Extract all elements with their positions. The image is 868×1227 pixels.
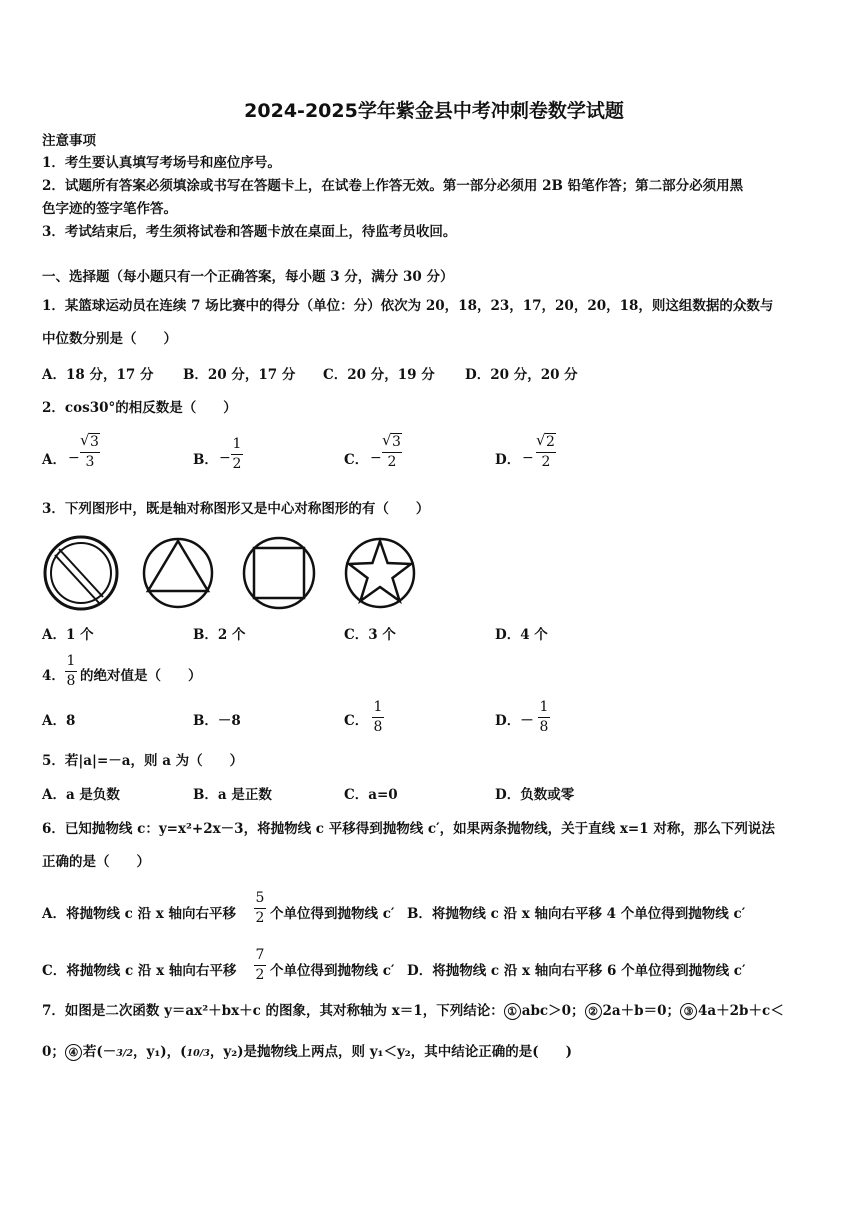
- denominator: 8: [373, 719, 383, 735]
- circle-with-slash-figure: [45, 537, 117, 609]
- q4-stem-fraction: [65, 653, 77, 690]
- radicand: 3: [90, 434, 99, 450]
- q7-statement-1: abc＞0；: [521, 1003, 585, 1019]
- denominator: 8: [66, 673, 76, 689]
- denominator: 2: [387, 454, 397, 470]
- notice-item: 3．考试结束后，考生须将试卷和答题卡放在桌面上，待监考员收回。: [42, 224, 457, 240]
- numerator: 1: [232, 436, 242, 452]
- circled-number-1: ①: [504, 1003, 521, 1020]
- radicand: 2: [546, 434, 555, 450]
- question-5-stem: 5．若|a|=－a，则 a 为（ ）: [42, 753, 244, 769]
- question-7-line1: [42, 1002, 784, 1020]
- q2-option-c-label: C．: [344, 452, 369, 468]
- q5-option-d: D．负数或零: [495, 787, 575, 803]
- q2-option-a-label: A．: [42, 452, 66, 468]
- q2-option-d-label: D．: [495, 452, 521, 468]
- triangle-in-circle-figure: [144, 539, 212, 607]
- q5-option-a: A．a 是负数: [42, 787, 120, 803]
- q2-option-b-fraction: [231, 436, 243, 473]
- question-6-line1: 6．已知抛物线 c：y=x²+2x－3，将抛物线 c 平移得到抛物线 c′，如果两条抛物线，关于直线 x=1 对称，那么下列说法: [42, 821, 775, 837]
- question-6-line2: 正确的是（ ）: [42, 854, 150, 870]
- minus-sign: −: [522, 450, 534, 466]
- denominator: 2: [255, 967, 265, 983]
- question-1-line2: 中位数分别是（ ）: [42, 331, 177, 347]
- q1-option-a: A．18 分，17 分: [42, 367, 154, 383]
- q6-option-a-fraction: [254, 890, 266, 927]
- q6-option-c-fraction: [254, 947, 266, 984]
- q6-option-a-prefix: A．将抛物线 c 沿 x 轴向右平移: [42, 906, 237, 922]
- q3-option-a: A．1 个: [42, 627, 94, 643]
- q5-option-b: B．a 是正数: [193, 787, 272, 803]
- square-in-circle-figure: [244, 538, 314, 608]
- question-4-stem: 的绝对值是（ ）: [80, 668, 202, 684]
- q1-option-d: D．20 分，20 分: [465, 367, 578, 383]
- denominator: 2: [255, 910, 265, 926]
- numerator: 1: [373, 699, 383, 715]
- q2-option-d-fraction: √ 2 2: [536, 431, 555, 470]
- q4-option-a: A．8: [42, 713, 76, 729]
- q2-option-b-label: B．: [193, 452, 218, 468]
- numerator: 1: [539, 699, 549, 715]
- q7-statement-4b: ，y₁)，(: [133, 1044, 187, 1060]
- denominator: 8: [539, 719, 549, 735]
- q2-option-c-fraction: √ 3 2: [382, 431, 401, 470]
- question-4-number: 4．: [42, 668, 65, 684]
- q1-option-b: B．20 分，17 分: [183, 367, 296, 383]
- denominator: 2: [541, 454, 551, 470]
- q5-option-c: C．a=0: [344, 787, 398, 803]
- question-3-stem: 3．下列图形中，既是轴对称图形又是中心对称图形的有（ ）: [42, 501, 430, 517]
- q6-option-c-prefix: C．将抛物线 c 沿 x 轴向右平移: [42, 963, 237, 979]
- q6-option-d: D．将抛物线 c 沿 x 轴向右平移 6 个单位得到抛物线 c′: [407, 963, 746, 979]
- section-heading: 一、选择题（每小题只有一个正确答案，每小题 3 分，满分 30 分）: [42, 269, 454, 285]
- q3-option-c: C．3 个: [344, 627, 396, 643]
- notice-item: 2．试题所有答案必须填涂或书写在答题卡上，在试卷上作答无效。第一部分必须用 2B 铅笔作答；第二部分必须用黑: [42, 178, 744, 194]
- q4-option-b: B．－8: [193, 713, 241, 729]
- q7-line2-start: 0；: [42, 1044, 65, 1060]
- notice-item: 色字迹的签字笔作答。: [42, 201, 177, 217]
- page-title: 2024-2025学年紫金县中考冲刺卷数学试题: [244, 100, 624, 122]
- numerator: 5: [255, 890, 265, 906]
- question-2-stem: 2．cos30°的相反数是（ ）: [42, 400, 237, 416]
- q6-option-a-suffix: 个单位得到抛物线 c′: [270, 906, 395, 922]
- q4-option-c-fraction: [372, 699, 384, 736]
- numerator: 1: [66, 653, 76, 669]
- numerator: 7: [255, 947, 265, 963]
- q7-statement-4a: 若(－: [82, 1044, 117, 1060]
- notice-item: 1．考生要认真填写考场号和座位序号。: [42, 155, 281, 171]
- q6-option-c-suffix: 个单位得到抛物线 c′: [270, 963, 395, 979]
- circled-number-4: ④: [65, 1044, 82, 1061]
- q7-statement-2: 2a＋b＝0；: [602, 1003, 680, 1019]
- star-in-circle-figure: [346, 539, 414, 607]
- minus-sign: −: [219, 450, 231, 466]
- q7-statement-4c: ，y₂)是抛物线上两点，则 y₁＜y₂，其中结论正确的是( ): [209, 1044, 572, 1060]
- denominator: 2: [232, 456, 242, 472]
- q7-statement-3: 4a＋2b＋c＜: [698, 1003, 784, 1019]
- q4-option-c-label: C．: [344, 713, 369, 729]
- minus-sign: −: [68, 450, 80, 466]
- denominator: 3: [85, 454, 95, 470]
- q6-option-b: B．将抛物线 c 沿 x 轴向右平移 4 个单位得到抛物线 c′: [407, 906, 746, 922]
- notice-heading: 注意事项: [42, 133, 96, 149]
- q4-option-d-label: D．－: [495, 713, 534, 729]
- q7-stem-text: 7．如图是二次函数 y＝ax²＋bx＋c 的图象，其对称轴为 x＝1，下列结论：: [42, 1003, 504, 1019]
- radicand: 3: [392, 434, 401, 450]
- circled-number-2: ②: [585, 1003, 602, 1020]
- q3-option-d: D．4 个: [495, 627, 548, 643]
- q7-fraction-1: 3/2: [116, 1048, 133, 1059]
- q7-fraction-2: 10/3: [186, 1048, 210, 1059]
- q3-figures: [40, 533, 420, 613]
- question-1-line1: 1．某篮球运动员在连续 7 场比赛中的得分（单位：分）依次为 20，18，23，17，20，20，18，则这组数据的众数与: [42, 298, 774, 314]
- q2-option-a-fraction: √ 3 3: [80, 431, 99, 470]
- q1-option-c: C．20 分，19 分: [323, 367, 435, 383]
- q3-option-b: B．2 个: [193, 627, 246, 643]
- minus-sign: −: [370, 450, 382, 466]
- q4-option-d-fraction: [538, 699, 550, 736]
- question-7-line2: [42, 1043, 572, 1063]
- circled-number-3: ③: [680, 1003, 697, 1020]
